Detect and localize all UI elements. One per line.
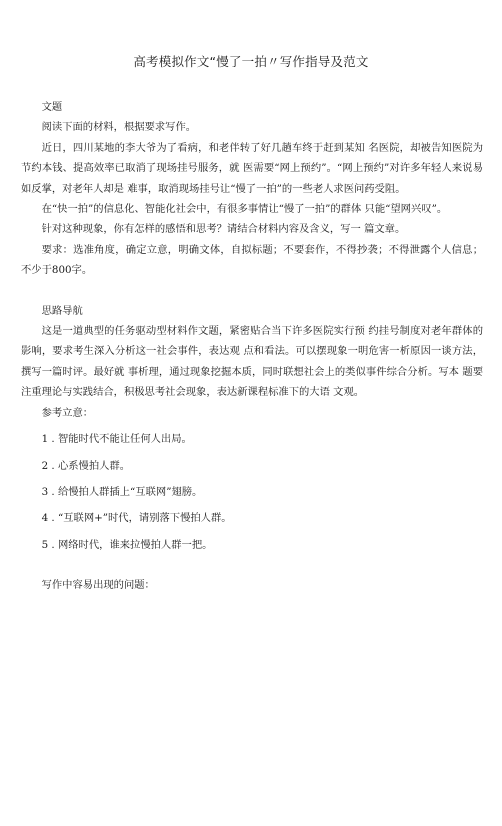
reference-label: 参考立意： bbox=[41, 406, 94, 419]
reference-item-5: 5 . 网络时代，谁来拉慢拍人群一把。 bbox=[41, 538, 213, 551]
section-spacer bbox=[21, 555, 483, 575]
document-body bbox=[21, 97, 483, 596]
prompt-paragraph-2: 在“快一拍”的信息化、智能化社会中，有很多事情让“慢了一拍”的群体 只能“望网兴叹”。 bbox=[41, 203, 448, 216]
prompt-intro: 阅读下面的材料，根据要求写作。 bbox=[41, 121, 197, 134]
prompt-requirements: 要求：选准角度，确定立意，明确文体，自拟标题；不要套作，不得抄袭；不得泄露个人信息；不少于800字。 bbox=[21, 243, 483, 277]
guide-heading: 思路导航 bbox=[41, 304, 83, 317]
reference-item-4: 4 . “互联网+”时代，请别落下慢拍人群。 bbox=[41, 512, 232, 525]
problems-label: 写作中容易出现的问题： bbox=[41, 579, 155, 592]
prompt-heading: 文题 bbox=[41, 101, 63, 113]
reference-item-3: 3 . 给慢拍人群插上“互联网”翅膀。 bbox=[41, 485, 203, 498]
document-title: 高考模拟作文“慢了一拍〃写作指导及范文 bbox=[133, 54, 369, 69]
prompt-paragraph-3: 针对这种现象，你有怎样的感悟和思考？请结合材料内容及含义，写一 篇文章。 bbox=[41, 223, 406, 236]
prompt-paragraph-1: 近日，四川某地的李大爷为了看病，和老伴转了好几趟车终于赶到某知 名医院，却被告知医院为节约本钱、提高效率已取消了现场挂号服务，就 医需要“网上预约”。“网上预约”对许多年轻人来说易如反掌，对老年人却是 难事，取消现场挂号让“慢了一拍”的一些老人求医问药受阻。 bbox=[21, 141, 483, 195]
reference-item-1: 1 . 智能时代不能让任何人出局。 bbox=[41, 433, 192, 446]
guide-paragraph: 这是一道典型的任务驱动型材料作文题，紧密贴合当下许多医院实行预 约挂号制度对老年群体的影响，要求考生深入分析这一社会事件，表达观 点和看法。可以摆现象一明危害一析原因一谈方法，撰写一篇时评。最好就 事析理，通过现象挖掘本质，同时联想社会上的类似事件综合分析。写本 题要注重理论与实践结合，积极思考社会现象，表达新课程标准下的大语 文观。 bbox=[21, 325, 483, 399]
reference-item-2: 2 . 心系慢拍人群。 bbox=[41, 459, 131, 472]
section-spacer bbox=[21, 281, 483, 301]
